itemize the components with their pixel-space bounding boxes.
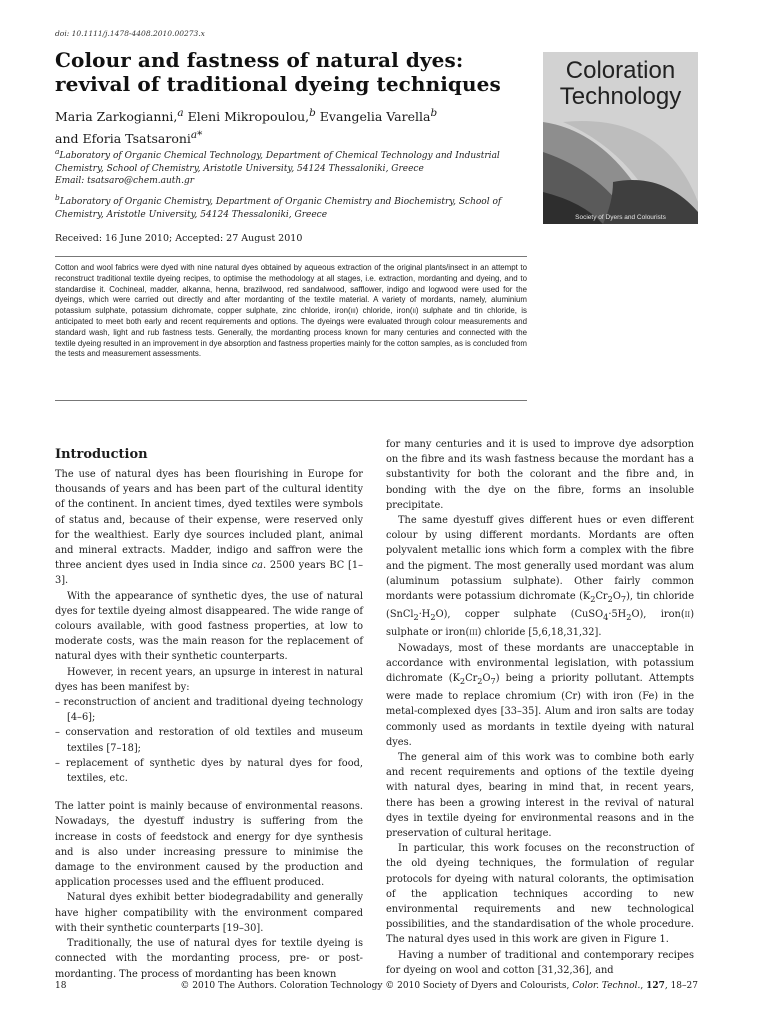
col2-paragraph-6: Having a number of traditional and contemporary recipes for dyeing on wool and cotton [31,32,36], and <box>386 949 694 976</box>
affiliation-a-mark: a <box>55 147 60 156</box>
col2-paragraph-5: In particular, this work focuses on the reconstruction of the old dyeing techniques, the formulation of regular protocols for dyeing with natural colorants, the optimisation of the application techniques according to new environmental requirements and new technological possibilities, and the standardisation of the whole procedure. The natural dyes used in this work are given in Figure 1. <box>386 843 694 946</box>
intro-paragraph-3: However, in recent years, an upsurge in interest in natural dyes has been manifest by: <box>55 666 363 693</box>
col2-paragraph-4: The general aim of this work was to combine both early and recent requirements and options of the textile dyeing with natural dyes, bearing in mind that, in recent years, there has been a growing interest in the revival of natural dyes in textile dyeing for environmental reasons and in the preservation of cultural heritage. <box>386 751 694 839</box>
author-3-affil-mark: b <box>430 107 438 119</box>
corresponding-email: Email: tsatsaro@chem.auth.gr <box>55 176 195 186</box>
title-line-2: revival of traditional dyeing techniques <box>55 72 501 96</box>
author-1: Maria Zarkogianni, <box>55 109 178 125</box>
intro-p1-text: The use of natural dyes has been flourishing in Europe for thousands of years and has been part of the cultural identity of the continent. In ancient times, dyed textiles were symbols of status and, because of their expense, were reserved only for the wealthiest. Early dye sources included plant, animal and mineral extracts. Madder, indigo and saffron were the three ancient dyes used in India since <box>55 469 363 572</box>
author-4-affil-mark: a <box>190 129 198 142</box>
author-4: and Eforia Tsatsaroni <box>55 131 191 147</box>
abstract-roman-numeral: iii <box>350 306 356 316</box>
left-column <box>55 446 363 982</box>
footer-volume: 127 <box>646 981 665 991</box>
affiliation-a <box>55 146 525 188</box>
cover-publisher: Society of Dyers and Colourists <box>575 214 666 221</box>
abstract-text-1: Cotton and wool fabrics were dyed with nine natural dyes obtained by aqueous extraction of the original plants/insect in an attempt to reconstruct traditional textile dyeing recipes, to optimise the methodology at all stages, i.e. extraction, mordanting and dyeing, and to standardise it. Cochineal, madder, alkanna, henna, brazilwood, red sandalwood, safflower, indigo and logwood were used for the dyeings, which were carried out directly and after mordanting of the textile material. A variety of mordants, namely, aluminium potassium sulphate, potassium dichromate, copper sulphate, zinc chloride, iron( <box>55 263 527 316</box>
intro-p1-ca: ca. <box>251 560 267 572</box>
right-column <box>386 437 694 978</box>
col2-paragraph-3: Nowadays, most of these mordants are unacceptable in accordance with environmental legislation, with potassium dichromate $(K_2Cr_2O_7)$ being a priority pollutant. Attempts were made to replace chromium (Cr) with iron (Fe) in the metal-complexed dyes [33–35]. Alum and iron salts are today commonly used as mordants in textile dyeing with natural dyes. <box>386 642 694 748</box>
page-number: 18 <box>55 981 67 991</box>
list-item: – reconstruction of ancient and traditional dyeing technology [4–6]; <box>55 697 363 724</box>
footer-pages: , 18–27 <box>664 981 698 991</box>
abstract-text-2: ) chloride, iron( <box>355 306 413 316</box>
affiliation-a-text: Laboratory of Organic Chemical Technology, Department of Chemical Technology and Industrial Chemistry, School of Chemistry, Aristotle University, 54124 Thessaloniki, Greece <box>55 151 500 174</box>
doi: doi: 10.1111/j.1478-4408.2010.00273.x <box>55 29 205 38</box>
cover-title-line-2: Technology <box>559 83 682 110</box>
introduction-heading: Introduction <box>55 447 148 462</box>
received-dates: Received: 16 June 2010; Accepted: 27 August 2010 <box>55 233 303 244</box>
list-item: – replacement of synthetic dyes by natural dyes for food, textiles, etc. <box>55 757 363 785</box>
cover-title-line-1: Coloration <box>565 57 676 84</box>
abstract-roman-numeral: ii <box>412 306 416 316</box>
intro-paragraph-4: The latter point is mainly because of environmental reasons. Nowadays, the dyestuff industry is suffering from the increase in costs of feedstock and energy for dye synthesis and is also under increasing pressure to minimise the damage to the environment caused by the production and application processes used and the effluent produced. <box>55 801 363 889</box>
col2-paragraph-1: for many centuries and it is used to improve dye adsorption on the fibre and its wash fastness because the mordant has a substantivity for both the colorant and the fibre and, in bonding with the dye on the fibre, forms an insoluble precipitate. <box>386 439 694 511</box>
author-3: Evangelia Varella <box>315 109 431 125</box>
abstract-bottom-rule <box>55 400 527 401</box>
affiliation-b <box>55 192 525 221</box>
abstract-top-rule <box>55 256 527 257</box>
intro-paragraph-1 <box>55 467 363 589</box>
intro-paragraph-6: Traditionally, the use of natural dyes for textile dyeing is connected with the mordanting process, pre- or post-mordanting. The process of mordanting has been known <box>55 938 363 980</box>
col2-paragraph-2: The same dyestuff gives different hues or even different colour by using different mordants. Mordants are often polyvalent metallic ions which form a complex with the fibre and the pigment. The most generally used mordant was alum (aluminum potassium sulphate). Other fairly common mordants were potassium dichromate $(K_2Cr_2O_7)$, tin chloride $(SnCl_2\cdot H_2O)$, copper sulphate $(CuSO_4\cdot 5H_2O)$, iron(ii) sulphate or iron(iii) chloride [5,6,18,31,32]. <box>386 515 695 639</box>
affiliation-b-text: Laboratory of Organic Chemistry, Department of Organic Chemistry and Biochemistry, School of Chemistry, Aristotle University, 54124 Thessaloniki, Greece <box>55 197 502 220</box>
title-line-1: Colour and fastness of natural dyes: <box>55 48 464 72</box>
intro-p1-text-end: 2500 years BC [1–3]. <box>55 560 363 587</box>
footer-journal: Color. Technol. <box>572 981 641 991</box>
abstract-text-3: ) sulphate and tin chloride, is anticipated to meet both early and recent requirements and options. The dyeings were evaluated through colour measurements and standard wash, light and rub fastness tests. Generally, the mordanting process known for many centuries and connected with the textile dyeing resulted in an improvement in dye absorption and fastness properties mainly for the cotton samples, as is concluded from the tests and measurement assessments. <box>55 306 528 359</box>
author-2: Eleni Mikropoulou, <box>183 109 310 125</box>
intro-paragraph-2: With the appearance of synthetic dyes, the use of natural dyes for textile dyeing almost disappeared. The wide range of colours available, with good fastness properties, at low to moderate costs, was the main reason for the replacement of natural dyes with their synthetic counterparts. <box>55 590 363 663</box>
author-list <box>55 104 525 148</box>
intro-paragraph-5: Natural dyes exhibit better biodegradability and generally have higher compatibility with the environment compared with their synthetic counterparts [19–30]. <box>55 892 363 934</box>
author-1-affil-mark: a <box>177 107 184 119</box>
affiliation-b-mark: b <box>55 193 60 202</box>
corresponding-author-mark: * <box>197 129 203 142</box>
cover-title <box>543 58 698 110</box>
journal-cover <box>543 52 698 224</box>
author-2-affil-mark: b <box>309 107 316 119</box>
list-item: – conservation and restoration of old textiles and museum textiles [7–18]; <box>55 727 363 754</box>
article-title <box>55 48 545 96</box>
interest-list <box>55 695 363 786</box>
abstract <box>55 263 527 360</box>
footer-copyright-text: © 2010 The Authors. Coloration Technology © 2010 Society of Dyers and Colourists, <box>180 981 573 991</box>
footer-copyright: © 2010 The Authors. Coloration Technology © 2010 Society of Dyers and Colourists, Color. Technol., 127, 18–27 <box>180 981 698 991</box>
